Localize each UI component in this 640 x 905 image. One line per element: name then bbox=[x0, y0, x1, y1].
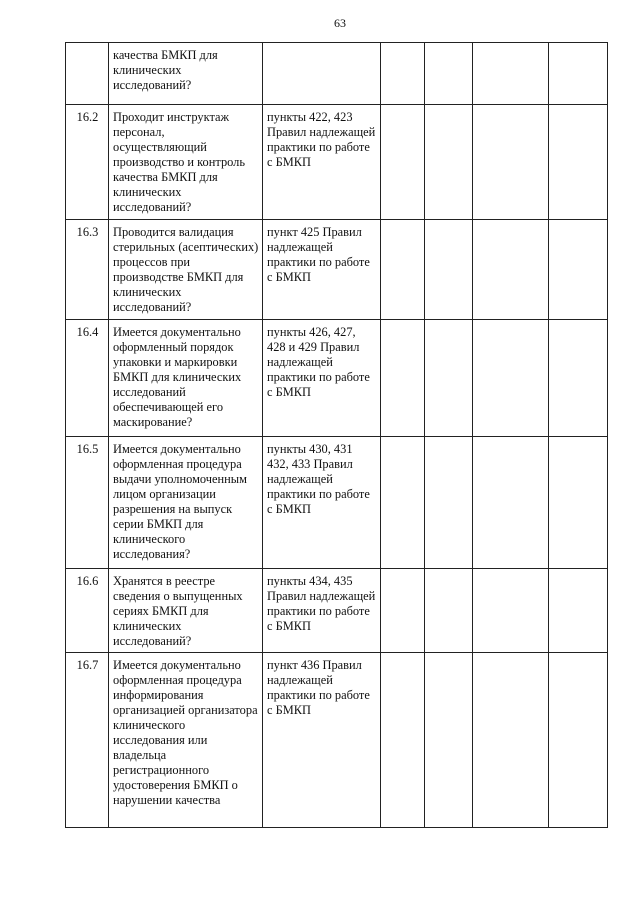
item-number: 16.3 bbox=[66, 220, 109, 320]
answer-cell bbox=[473, 569, 549, 653]
item-number bbox=[66, 43, 109, 105]
item-number: 16.4 bbox=[66, 320, 109, 437]
answer-cell bbox=[473, 105, 549, 220]
answer-cell bbox=[473, 43, 549, 105]
answer-cell bbox=[425, 437, 473, 569]
answer-cell bbox=[381, 43, 425, 105]
answer-cell bbox=[425, 569, 473, 653]
answer-cell bbox=[425, 220, 473, 320]
reference-text bbox=[263, 43, 381, 105]
reference-text: пункты 422, 423 Правил надлежащей практики по работе с БМКП bbox=[263, 105, 381, 220]
answer-cell bbox=[425, 653, 473, 828]
answer-cell bbox=[549, 320, 608, 437]
question-text: Проходит инструктаж персонал, осуществляющий производство и контроль качества БМКП для клинических исследований? bbox=[109, 105, 263, 220]
answer-cell bbox=[549, 43, 608, 105]
answer-cell bbox=[425, 43, 473, 105]
table-row bbox=[66, 220, 608, 320]
item-number: 16.6 bbox=[66, 569, 109, 653]
answer-cell bbox=[381, 105, 425, 220]
answer-cell bbox=[549, 105, 608, 220]
table-row bbox=[66, 569, 608, 653]
answer-cell bbox=[473, 220, 549, 320]
table-row bbox=[66, 43, 608, 105]
answer-cell bbox=[549, 220, 608, 320]
reference-text: пункт 436 Правил надлежащей практики по работе с БМКП bbox=[263, 653, 381, 828]
question-text: Хранятся в реестре сведения о выпущенных сериях БМКП для клинических исследований? bbox=[109, 569, 263, 653]
answer-cell bbox=[473, 437, 549, 569]
page-number: 63 bbox=[334, 16, 346, 30]
reference-text: пункты 426, 427, 428 и 429 Правил надлежащей практики по работе с БМКП bbox=[263, 320, 381, 437]
reference-text: пункты 434, 435 Правил надлежащей практики по работе с БМКП bbox=[263, 569, 381, 653]
question-text: Проводится валидация стерильных (асептических) процессов при производстве БМКП для клинических исследований? bbox=[109, 220, 263, 320]
answer-cell bbox=[549, 437, 608, 569]
item-number: 16.7 bbox=[66, 653, 109, 828]
question-text: Имеется документально оформленная процедура информирования организацией организатора клинического исследования или владельца регистрационного удостоверения БМКП о нарушении качества bbox=[109, 653, 263, 828]
answer-cell bbox=[381, 320, 425, 437]
table-row bbox=[66, 105, 608, 220]
table-row bbox=[66, 437, 608, 569]
answer-cell bbox=[473, 320, 549, 437]
reference-text: пункты 430, 431 432, 433 Правил надлежащей практики по работе с БМКП bbox=[263, 437, 381, 569]
item-number: 16.5 bbox=[66, 437, 109, 569]
question-text: Имеется документально оформленный порядок упаковки и маркировки БМКП для клинических исследований обеспечивающей его маскирование? bbox=[109, 320, 263, 437]
question-text: качества БМКП для клинических исследований? bbox=[109, 43, 263, 105]
answer-cell bbox=[381, 220, 425, 320]
question-text: Имеется документально оформленная процедура выдачи уполномоченным лицом организации разрешения на выпуск серии БМКП для клинического исследования? bbox=[109, 437, 263, 569]
answer-cell bbox=[425, 105, 473, 220]
table-row bbox=[66, 320, 608, 437]
answer-cell bbox=[381, 653, 425, 828]
answer-cell bbox=[381, 437, 425, 569]
reference-text: пункт 425 Правил надлежащей практики по работе с БМКП bbox=[263, 220, 381, 320]
answer-cell bbox=[473, 653, 549, 828]
item-number: 16.2 bbox=[66, 105, 109, 220]
table-row bbox=[66, 653, 608, 828]
answer-cell bbox=[549, 653, 608, 828]
answer-cell bbox=[381, 569, 425, 653]
checklist-table bbox=[65, 42, 608, 828]
answer-cell bbox=[425, 320, 473, 437]
answer-cell bbox=[549, 569, 608, 653]
